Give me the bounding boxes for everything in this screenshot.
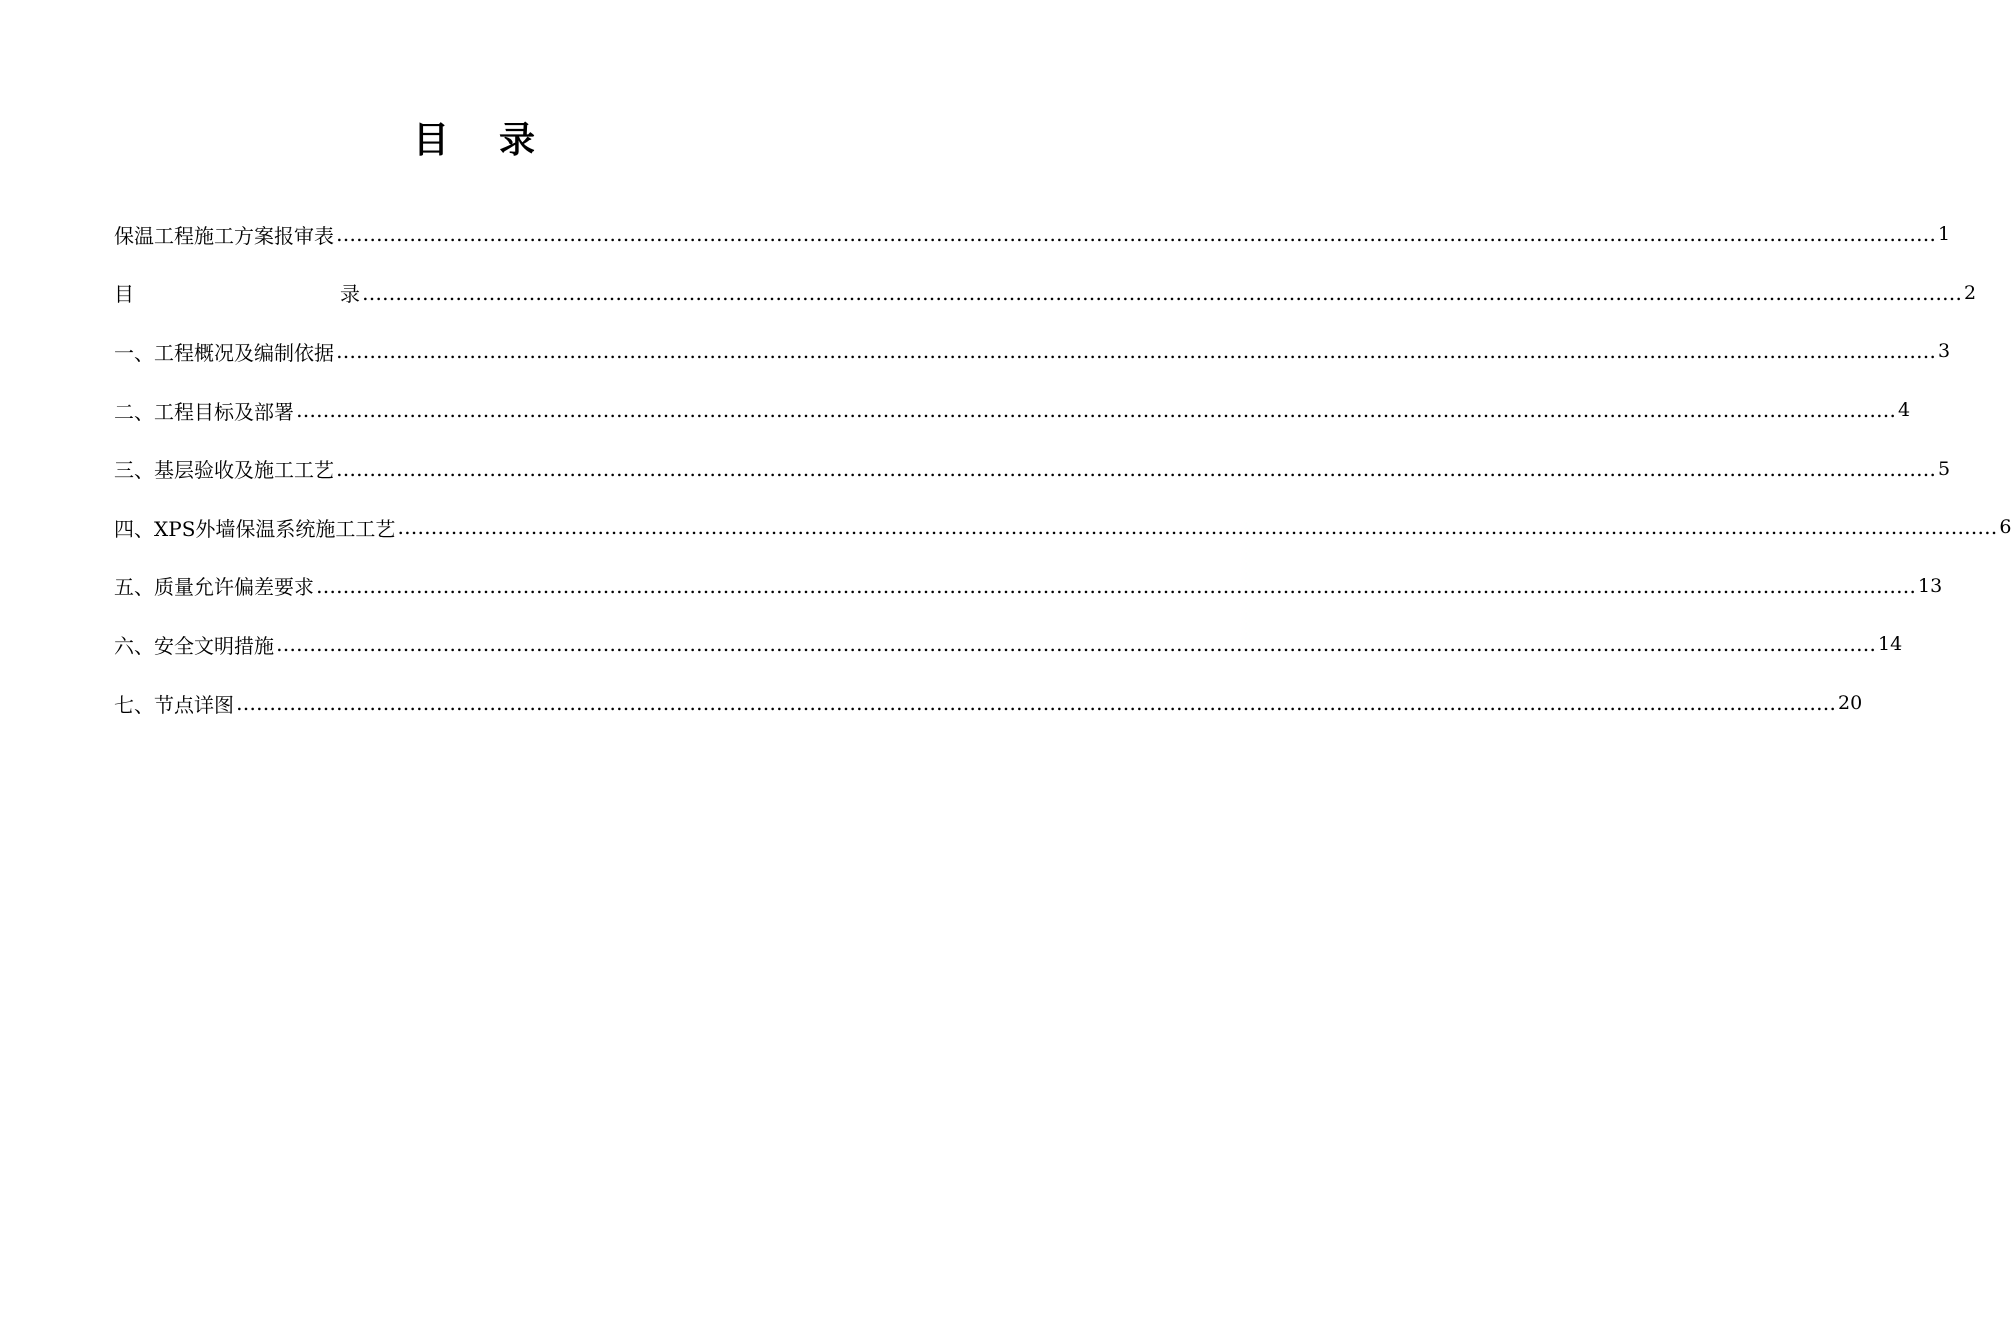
toc-entry-page: 4 xyxy=(1898,399,1911,422)
toc-entry-label: 二、工程目标及部署 xyxy=(114,399,294,424)
toc-entry-page: 20 xyxy=(1838,692,1863,715)
toc-entry[interactable] xyxy=(114,381,1911,440)
toc-leader-dots: …………………………………………………………………………………………………………………………………………………………………………………………………………………… xyxy=(336,222,1936,247)
toc-leader-dots: …………………………………………………………………………………………………………………………………………………………………………………………………………………… xyxy=(362,280,1962,305)
toc-entry-page: 5 xyxy=(1938,457,1951,480)
toc-entry-label: 三、基层验收及施工工艺 xyxy=(114,458,334,483)
toc-entry[interactable] xyxy=(114,264,1977,323)
toc-entry-label: 一、工程概况及编制依据 xyxy=(114,340,334,365)
toc-leader-dots: …………………………………………………………………………………………………………………………………………………………………………………………………………………… xyxy=(236,691,1836,716)
toc-leader-dots: …………………………………………………………………………………………………………………………………………………………………………………………………………………… xyxy=(336,456,1936,481)
toc-leader-dots: …………………………………………………………………………………………………………………………………………………………………………………………………………………… xyxy=(296,398,1896,423)
toc-entry-label-part: 目 xyxy=(114,282,134,307)
toc-entry[interactable] xyxy=(114,557,1943,616)
toc-entry-label-part: 录 xyxy=(340,282,360,307)
toc-entry-page: 14 xyxy=(1878,633,1903,656)
toc-leader-dots: …………………………………………………………………………………………………………………………………………………………………………………………………………………… xyxy=(397,515,1998,540)
toc-entry[interactable] xyxy=(114,322,1951,381)
title-char-1: 目 xyxy=(412,119,451,161)
toc-leader-dots: …………………………………………………………………………………………………………………………………………………………………………………………………………………… xyxy=(276,632,1876,657)
toc-entry-page: 3 xyxy=(1938,340,1951,363)
title-char-2: 录 xyxy=(499,119,538,161)
toc-entry-label: 五、质量允许偏差要求 xyxy=(114,575,314,600)
toc-entry-label: 七、节点详图 xyxy=(114,692,234,717)
toc-entry-page: 13 xyxy=(1918,574,1943,597)
toc-entry-page: 1 xyxy=(1938,223,1951,246)
toc-entry-page: 6 xyxy=(1999,516,2012,539)
toc-entry-label: 保温工程施工方案报审表 xyxy=(114,223,334,248)
toc-entry[interactable] xyxy=(114,674,1863,733)
toc-leader-dots: …………………………………………………………………………………………………………………………………………………………………………………………………………………… xyxy=(316,573,1916,598)
table-of-contents xyxy=(114,205,2012,732)
toc-entry-label: 四、XPS外墙保温系统施工工艺 xyxy=(114,516,396,541)
toc-entry[interactable] xyxy=(114,439,1951,498)
toc-entry[interactable] xyxy=(114,205,1951,264)
toc-entry[interactable] xyxy=(114,498,2012,557)
toc-entry-label xyxy=(114,278,360,307)
page-title xyxy=(0,112,950,163)
toc-leader-dots: …………………………………………………………………………………………………………………………………………………………………………………………………………………… xyxy=(336,339,1936,364)
toc-entry-page: 2 xyxy=(1964,281,1977,304)
toc-entry-label: 六、安全文明措施 xyxy=(114,633,274,658)
toc-entry[interactable] xyxy=(114,615,1903,674)
